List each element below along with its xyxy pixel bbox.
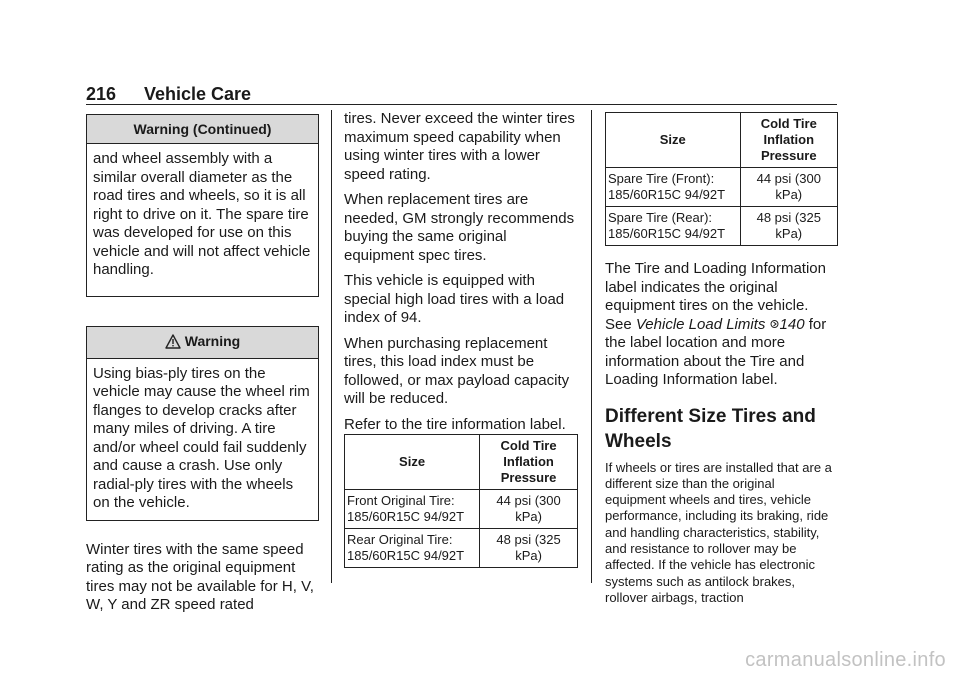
table-cell: 48 psi (325 kPa) — [480, 529, 578, 568]
spare-tire-table — [605, 112, 838, 246]
warning-text: Using bias-ply tires on the vehicle may cause the wheel rim flanges to develop cracks after many miles of driving. A tire and/or wheel could fail suddenly and cause a crash. Use only radial-ply tires with the wheels on the vehicle. — [93, 364, 310, 511]
table-header: Size — [606, 113, 741, 168]
warning-continued-text: and wheel assembly with a similar overall diameter as the road tires and wheels, so it is all right to drive on it. The spare tire was developed for use on this vehicle and will not affect vehicle handling. — [93, 150, 311, 278]
column-divider — [331, 110, 332, 583]
table-header: Cold Tire Inflation Pressure — [740, 113, 837, 168]
table-cell: Rear Original Tire: 185/60R15C 94/92T — [345, 529, 480, 568]
warning-header — [87, 327, 318, 359]
warning-continued-box — [86, 114, 319, 297]
page-reference[interactable]: 140 — [779, 315, 805, 333]
column-1 — [86, 114, 319, 622]
warning-box — [86, 326, 319, 521]
table-cell: Spare Tire (Rear): 185/60R15C 94/92T — [606, 207, 741, 246]
original-tire-table — [344, 434, 578, 568]
table-header-row — [606, 113, 838, 168]
table-header-row — [345, 435, 578, 490]
paragraph: When replacement tires are needed, GM strongly recommends buying the same original equipment spec tires. — [344, 191, 575, 264]
table-cell: 44 psi (300 kPa) — [740, 168, 837, 207]
page-reference-icon — [770, 316, 780, 333]
winter-tires-paragraph: Winter tires with the same speed rating as the original equipment tires may not be available for H, V, W, Y and ZR speed rated — [86, 540, 314, 613]
vehicle-load-limits-link[interactable]: Vehicle Load Limits — [635, 315, 766, 333]
header-rule — [86, 104, 837, 105]
section-title: Vehicle Care — [144, 84, 252, 104]
table-header: Size — [345, 435, 480, 490]
table-header: Cold Tire Inflation Pressure — [480, 435, 578, 490]
page-header — [86, 84, 251, 105]
column-2 — [344, 110, 578, 568]
table-cell: 44 psi (300 kPa) — [480, 490, 578, 529]
table-row — [345, 490, 578, 529]
warning-continued-title: Warning (Continued) — [87, 115, 318, 144]
table-row — [606, 207, 838, 246]
table-cell: 48 psi (325 kPa) — [740, 207, 837, 246]
paragraph: This vehicle is equipped with special high load tires with a load index of 94. — [344, 272, 565, 326]
table-row — [606, 168, 838, 207]
paragraph: When purchasing replacement tires, this load index must be followed, or max payload capacity will be reduced. — [344, 334, 570, 407]
table-row — [345, 529, 578, 568]
tire-loading-paragraph: The Tire and Loading Information label indicates the original equipment tires on the vehicle. See Vehicle Load Limits 140 for the label location and more information about the Tire and Loading Information label. — [605, 260, 827, 388]
warning-title: Warning — [184, 332, 241, 349]
column-3 — [605, 112, 838, 606]
column-divider — [591, 110, 592, 583]
paragraph: tires. Never exceed the winter tires maximum speed capability when using winter tires with a lower speed rating. — [344, 110, 575, 183]
watermark: carmanualsonline.info — [745, 649, 946, 671]
section-heading: Different Size Tires and Wheels — [605, 405, 816, 452]
different-size-paragraph: If wheels or tires are installed that are a different size than the original equipment wheels and tires, vehicle performance, including its braking, ride and handling characteristics, stability, and resistance to rollover may be affected. If the vehicle has electronic systems such as antilock brakes, rollover airbags, traction — [605, 459, 832, 605]
table-cell: Spare Tire (Front): 185/60R15C 94/92T — [606, 168, 741, 207]
warning-triangle-icon — [165, 334, 181, 352]
page-number: 216 — [86, 84, 117, 104]
paragraph: Refer to the tire information label. — [344, 415, 566, 433]
table-cell: Front Original Tire: 185/60R15C 94/92T — [345, 490, 480, 529]
